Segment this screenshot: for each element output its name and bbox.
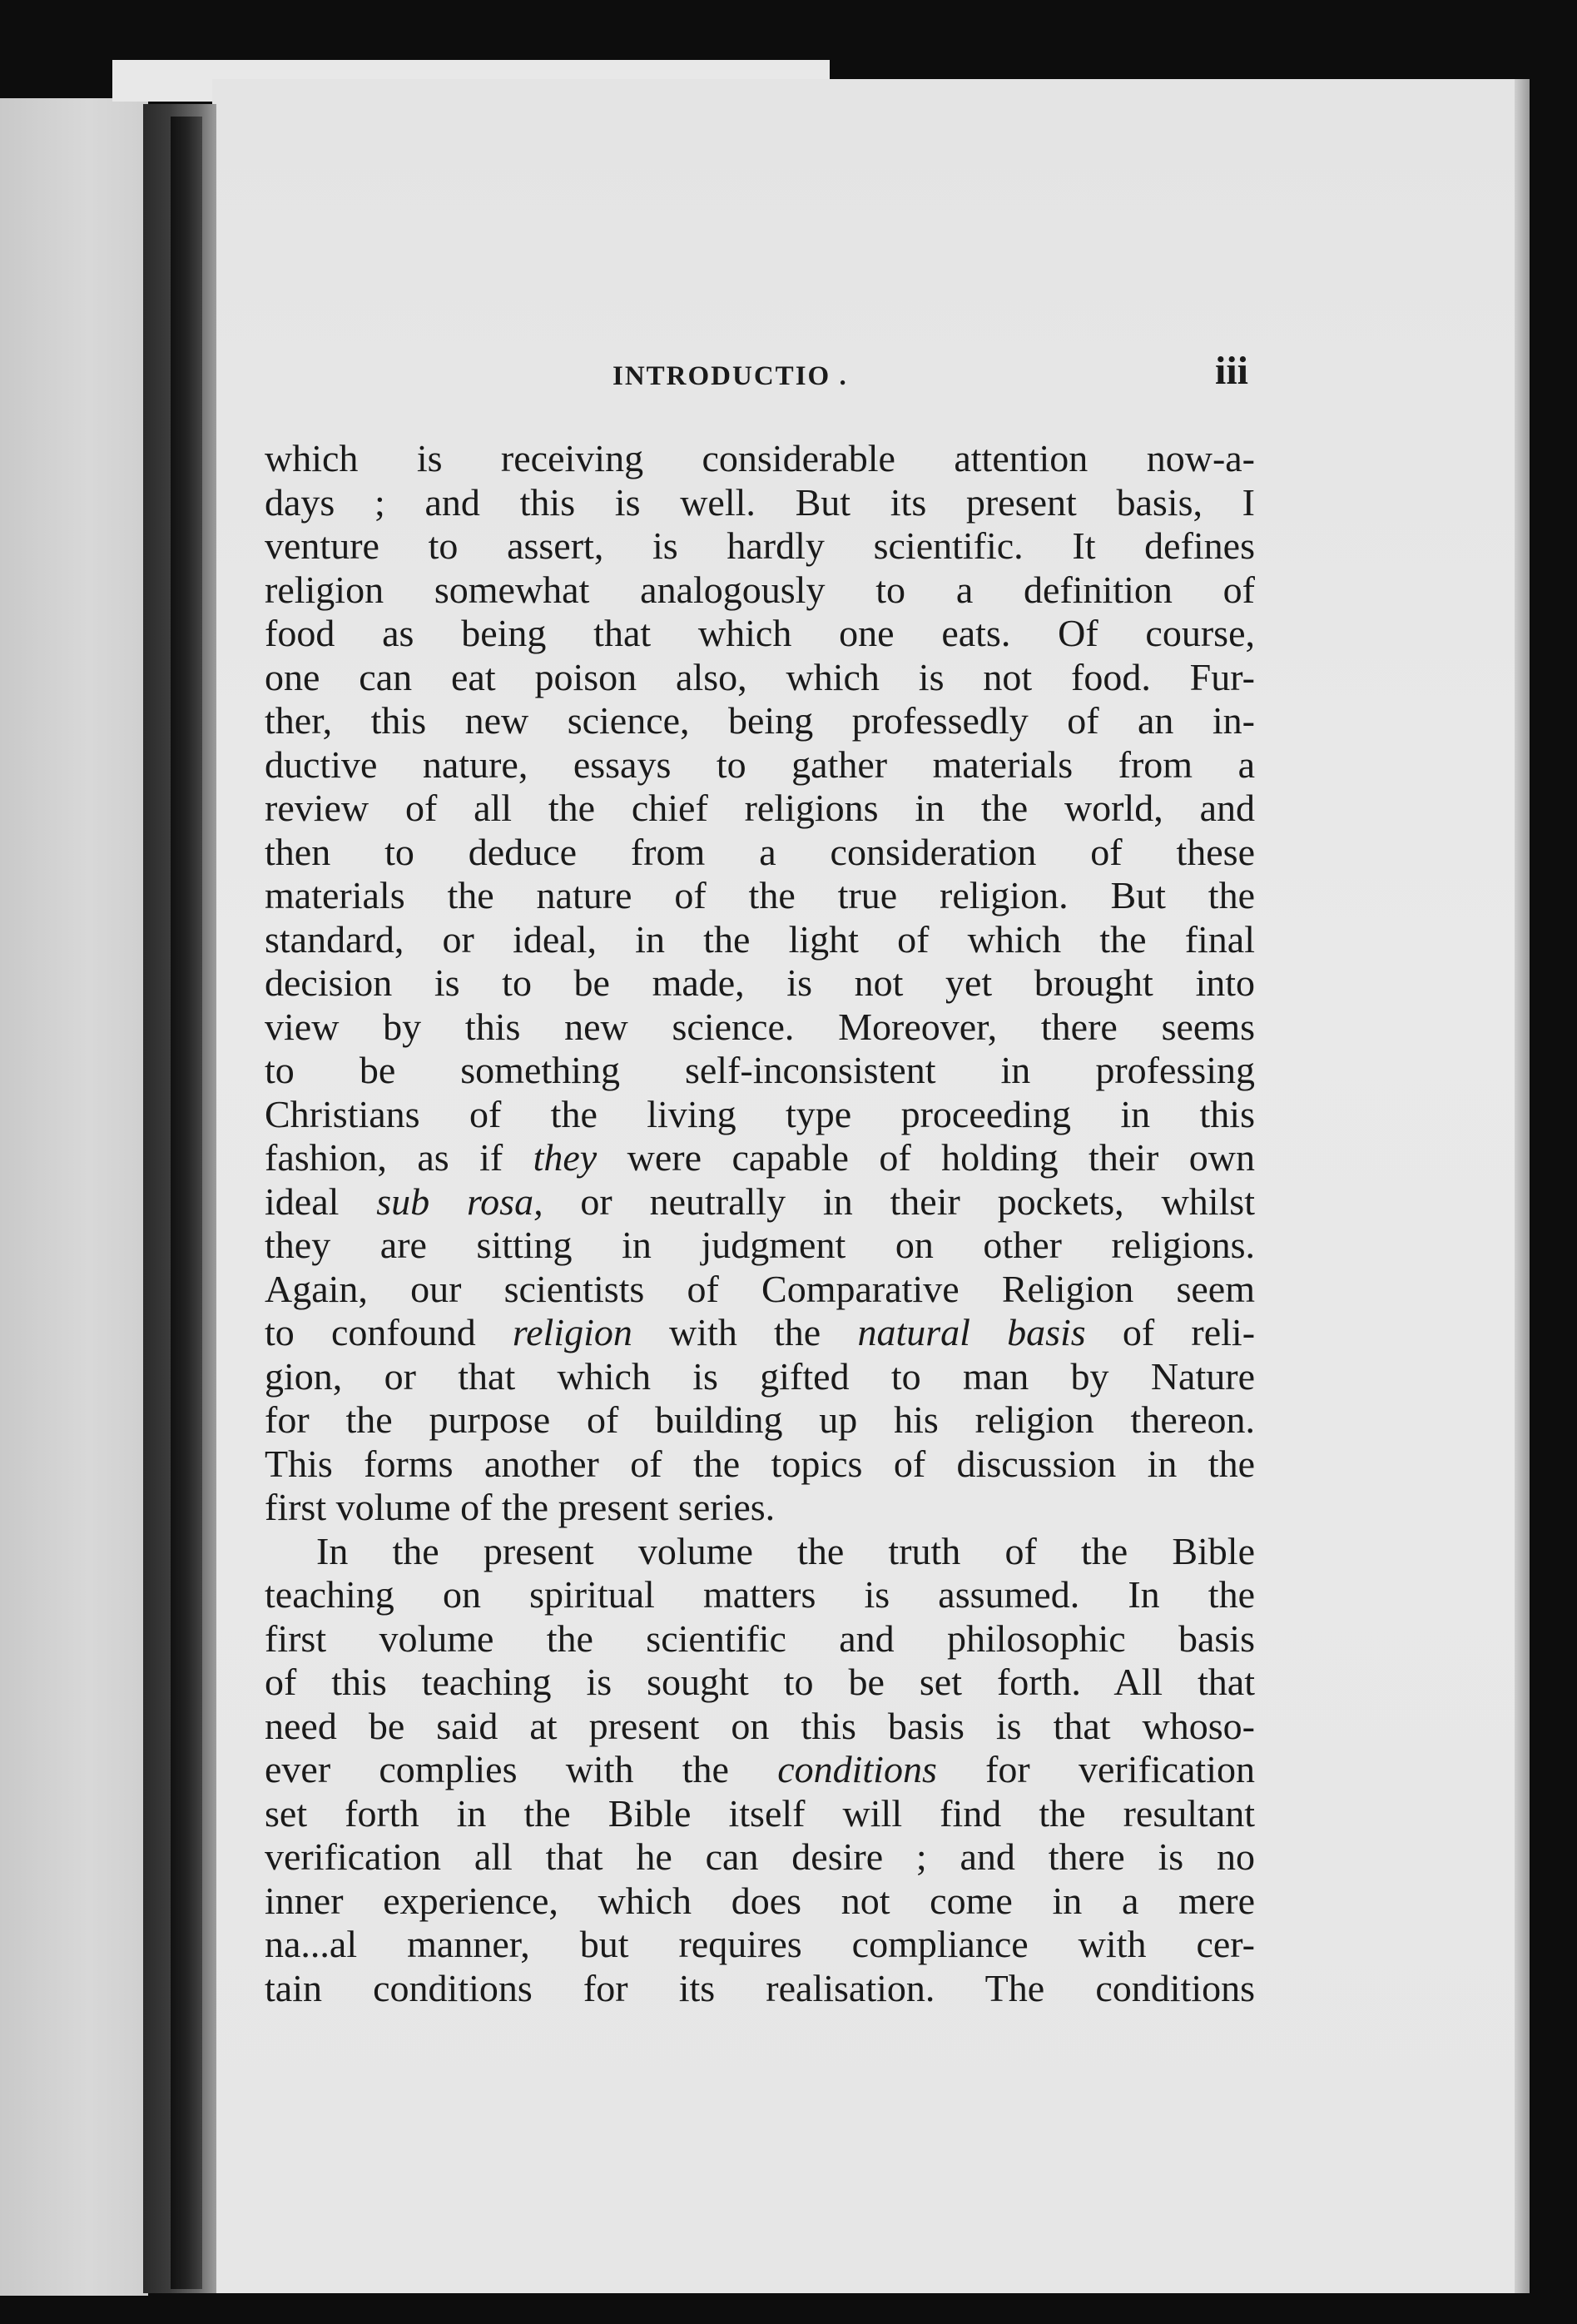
text-line: for the purpose of building up his religion thereon. [265,1398,1255,1441]
text-line: then to deduce from a consideration of these [265,830,1255,873]
running-head [265,348,1248,398]
text-line-italic: ever complies with the conditions for verification [265,1748,1255,1790]
text-line: ther, this new science, being professedly of an in- [265,699,1255,742]
text-line-italic: to confound religion with the natural basis of reli- [265,1311,1256,1353]
text-line: na...al manner, but requires compliance with cer- [265,1923,1255,1965]
text-line: first volume of the present series. [265,1486,776,1528]
text-line-italic: ideal sub rosa, or neutrally in their pockets, whilst [265,1179,1255,1223]
text-line: venture to assert, is hardly scientific. It defines [265,524,1255,567]
text-line: materials the nature of the true religion. But the [265,874,1255,916]
text-line: religion somewhat analogously to a definition of [265,568,1255,611]
paragraph-start-line: In the present volume the truth of the Bible [316,1529,1255,1572]
text-line: tain conditions for its realisation. The conditions [265,1966,1255,2009]
text-line: decision is to be made, is not yet brought into [265,961,1255,1004]
text-line: to be something self-inconsistent in professing [265,1049,1255,1091]
text-line: teaching on spiritual matters is assumed. In the [265,1573,1255,1616]
text-line: inner experience, which does not come in a mere [265,1879,1255,1922]
text-line: set forth in the Bible itself will find the resultant [265,1791,1255,1835]
text-line: Again, our scientists of Comparative Religion seem [265,1267,1255,1310]
text-line: ductive nature, essays to gather materials from a [265,742,1255,786]
text-line: Christians of the living type proceeding in this [265,1092,1255,1135]
text-line: standard, or ideal, in the light of which the final [265,917,1255,961]
text-line-italic: fashion, as if they were capable of holding their own [265,1136,1255,1179]
text-line: This forms another of the topics of discussion in the [265,1442,1255,1485]
text-line: need be said at present on this basis is that whoso- [265,1704,1255,1747]
text-line: food as being that which one eats. Of course, [265,612,1255,654]
facing-page-edge [0,98,148,2296]
body-text [265,437,1255,2010]
text-line: verification all that he can desire ; and there is no [265,1835,1255,1878]
gutter-shadow [171,117,202,2289]
text-line: of this teaching is sought to be set forth. All that [265,1661,1255,1703]
page-edge-shadow [1515,79,1530,2293]
text-line: one can eat poison also, which is not food. Fur- [265,655,1255,698]
text-line: they are sitting in judgment on other religions. [265,1224,1255,1266]
running-title: INTRODUCTIO . [612,361,848,391]
text-line: first volume the scientific and philosophic basis [265,1616,1255,1660]
text-line: view by this new science. Moreover, there seems [265,1005,1255,1048]
text-line: days ; and this is well. But its present basis, I [265,480,1255,524]
text-line: which is receiving considerable attention now-a- [265,437,1255,479]
text-line: gion, or that which is gifted to man by Nature [265,1354,1255,1398]
text-line: review of all the chief religions in the world, and [265,787,1255,829]
page-number: iii [1214,349,1248,393]
